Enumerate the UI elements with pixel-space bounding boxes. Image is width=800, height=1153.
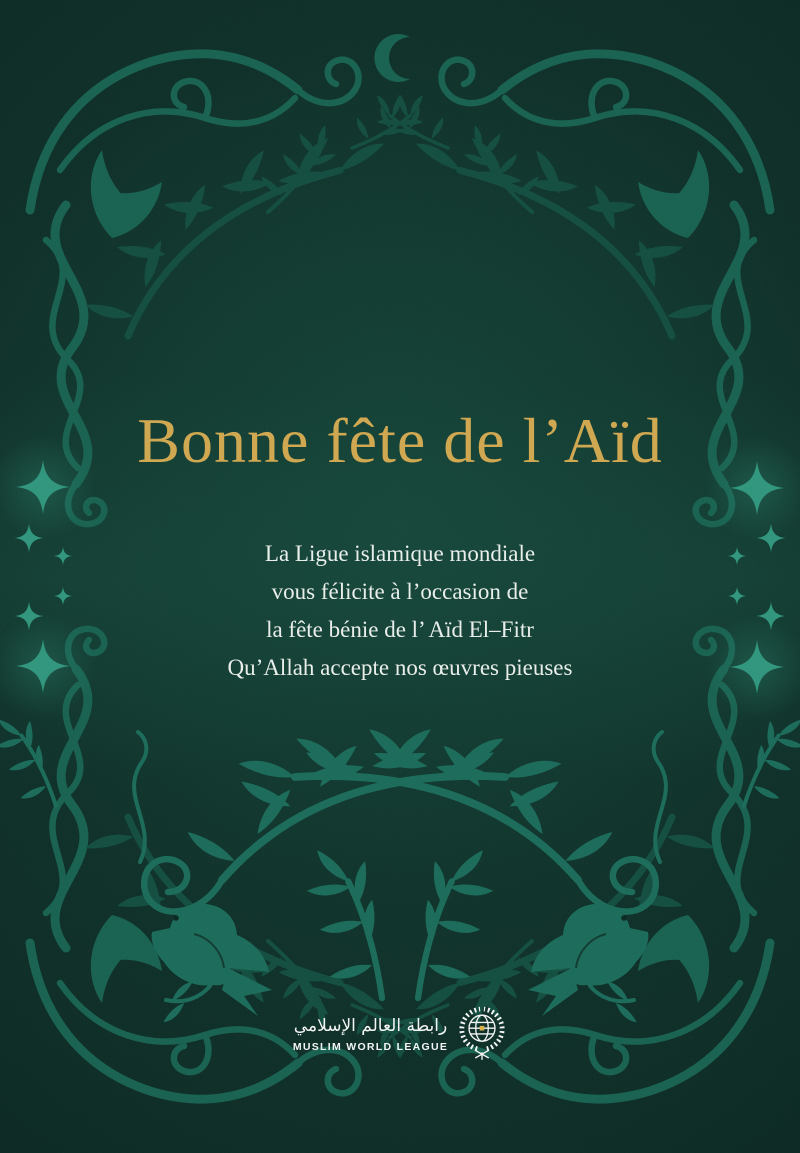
logo-text (293, 1013, 448, 1053)
card-title: Bonne fête de l’Aïd (137, 405, 663, 476)
logo-arabic-name: رابطة العالم الإسلامي (293, 1016, 448, 1036)
mwl-emblem-icon (457, 1002, 507, 1064)
message-line: Qu’Allah accepte nos œuvres pieuses (227, 655, 573, 680)
greeting-message (0, 535, 800, 687)
message-line: la fête bénie de l’ Aïd El–Fitr (266, 617, 534, 642)
message-line: La Ligue islamique mondiale (264, 541, 536, 566)
logo-english-name: MUSLIM WORLD LEAGUE (292, 1041, 449, 1053)
message-line: vous félicite à l’occasion de (271, 579, 529, 604)
muslim-world-league-logo (0, 1002, 800, 1064)
